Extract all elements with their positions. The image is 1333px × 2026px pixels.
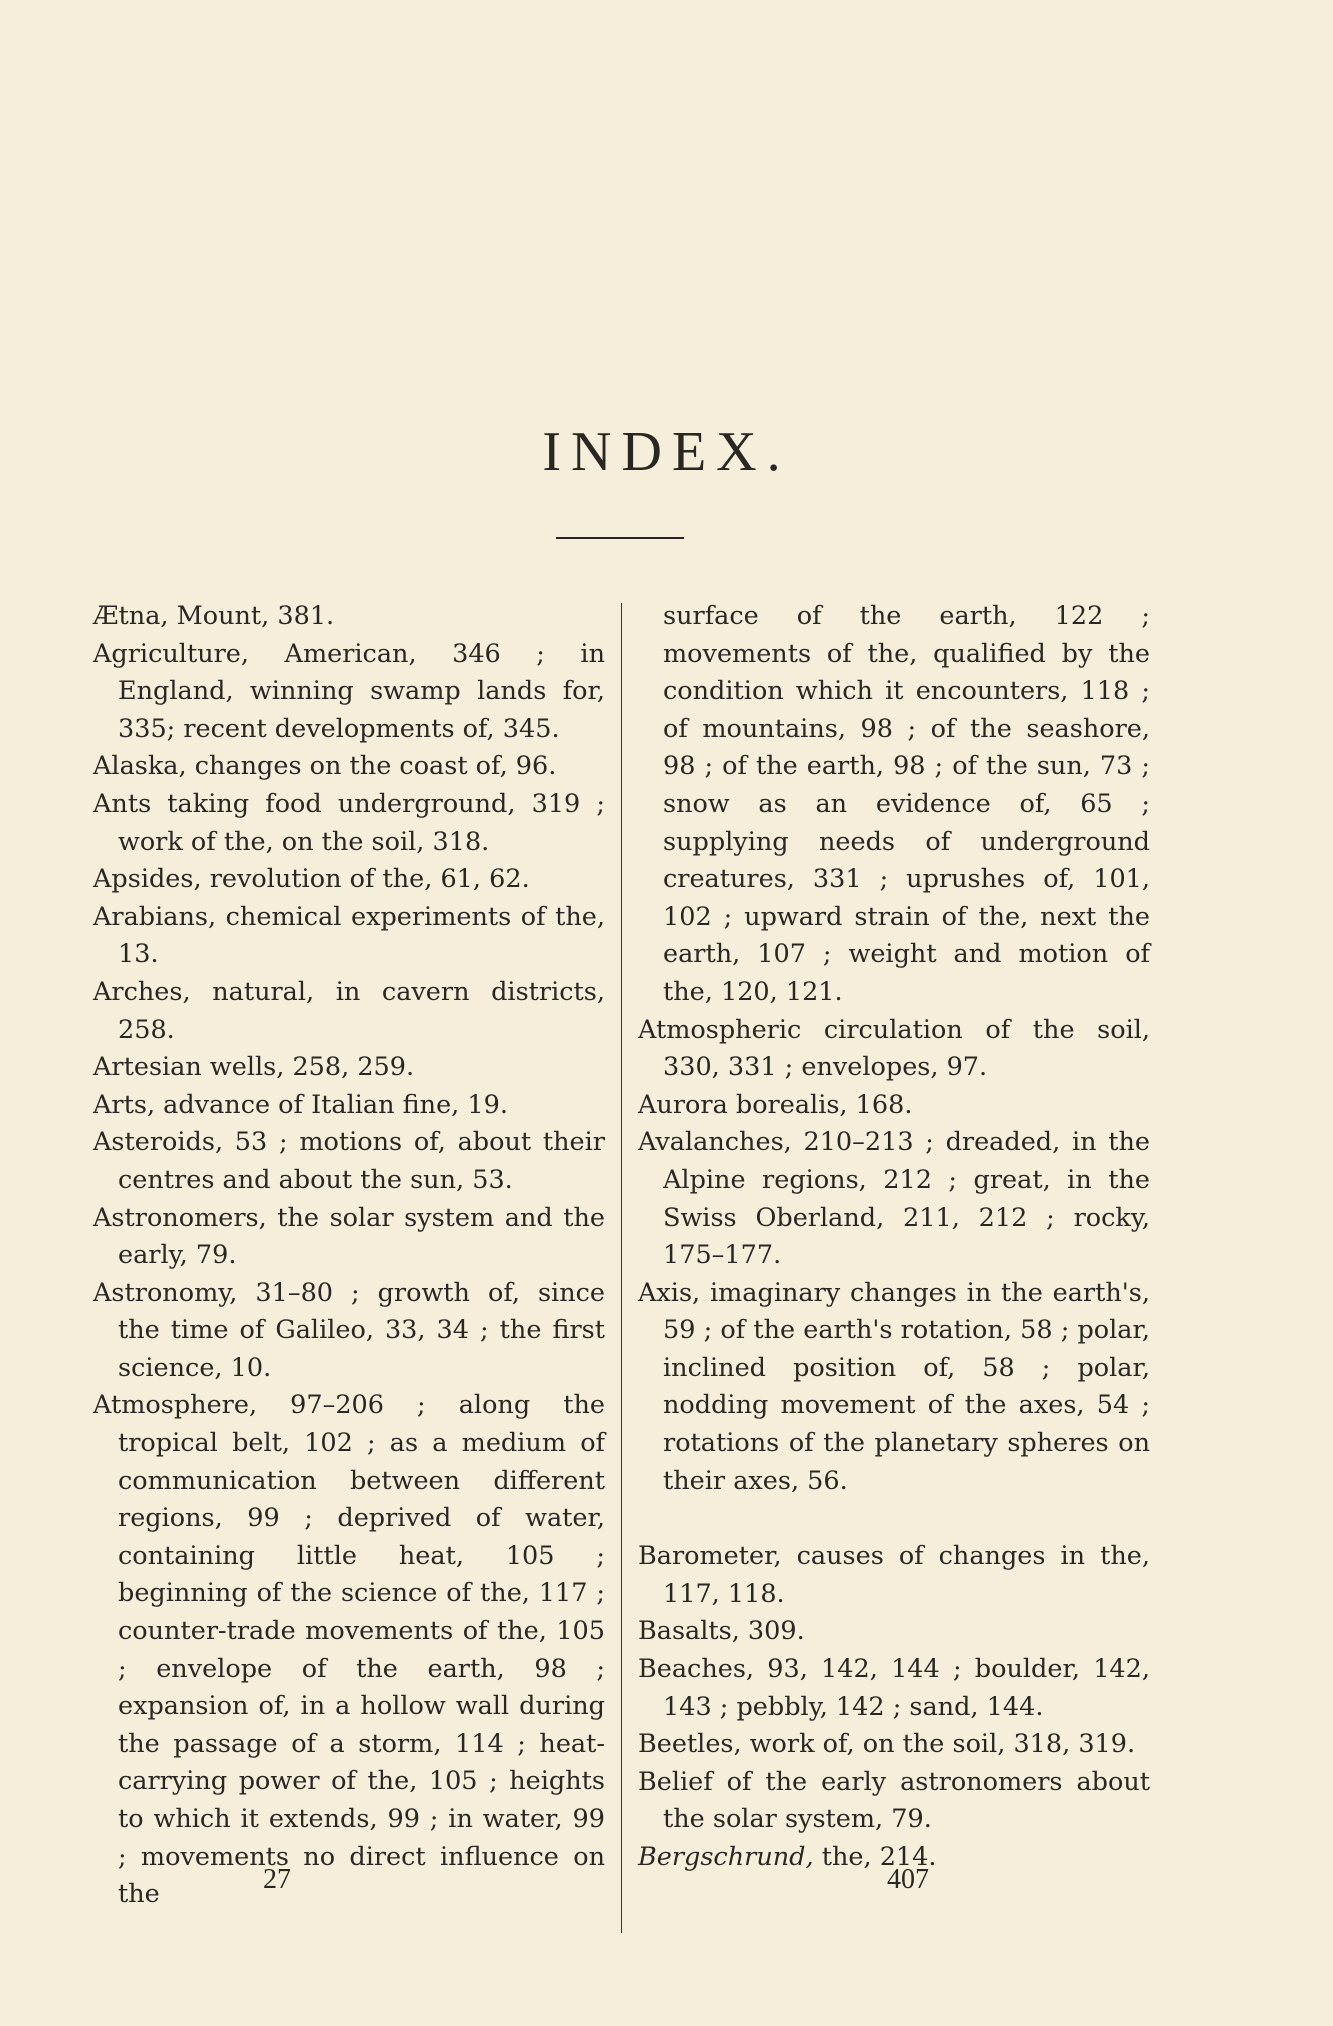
index-entry: Ætna, Mount, 381.	[93, 601, 335, 631]
page-title: INDEX.	[542, 421, 791, 483]
index-column-right	[638, 598, 1150, 1877]
index-headword: Bergschrund,	[638, 1842, 814, 1872]
index-entry: Axis, imaginary changes in the earth's, 59 ; of the earth's rotation, 58 ; polar, inclined position of, 58 ; polar, nodding movement of the axes, 54 ; rotations of the planetary spheres on their axes, 56.	[638, 1277, 1150, 1496]
index-entry: Aurora borealis, 168.	[638, 1089, 913, 1120]
index-entry: Beaches, 93, 142, 144 ; boulder, 142, 143 ; pebbly, 142 ; sand, 144.	[638, 1654, 1150, 1722]
index-entry: Basalts, 309.	[638, 1616, 805, 1647]
index-entry: Barometer, causes of changes in the, 117, 118.	[638, 1541, 1150, 1609]
index-entry: Arches, natural, in cavern districts, 258.	[93, 976, 605, 1045]
folio-left: 27	[263, 1864, 291, 1895]
index-entry: Astronomy, 31–80 ; growth of, since the time of Galileo, 33, 34 ; the first science, 10.	[93, 1277, 605, 1383]
index-entry: Ants taking food underground, 319 ; work of the, on the soil, 318.	[93, 788, 605, 857]
index-entry-rest: the, 214.	[813, 1842, 937, 1872]
index-entry: Apsides, revolution of the, 61, 62.	[93, 864, 530, 895]
index-entry: Atmosphere, 97–206 ; along the tropical belt, 102 ; as a medium of communication between different regions, 99 ; deprived of water, containing little heat, 105 ; beginning of the science of the, 117 ; counter-trade movements of the, 105 ; envelope of the earth, 98 ; expansion of, in a hollow wall during the passage of a storm, 114 ; heat-carrying power of the, 105 ; heights to which it extends, 99 ; in water, 99 ; movements no direct influence on the	[93, 1390, 605, 1910]
index-entry: Atmospheric circulation of the soil, 330, 331 ; envelopes, 97.	[638, 1014, 1150, 1083]
column-divider	[621, 603, 622, 1933]
letter-group-gap	[638, 1500, 1150, 1538]
index-entry: Artesian wells, 258, 259.	[93, 1052, 415, 1083]
index-entry: Alaska, changes on the coast of, 96.	[93, 751, 557, 782]
folio-right: 407	[887, 1864, 929, 1895]
index-entry: Astronomers, the solar system and the early, 79.	[93, 1202, 605, 1271]
index-entry: Beetles, work of, on the soil, 318, 319.	[638, 1729, 1136, 1760]
index-column-left	[93, 598, 605, 1914]
index-entry: Agriculture, American, 346 ; in England, winning swamp lands for, 335; recent developments of, 345.	[93, 638, 605, 744]
title-rule	[556, 537, 684, 539]
index-entry: Arts, advance of Italian fine, 19.	[93, 1089, 508, 1120]
index-entry: Arabians, chemical experiments of the, 13.	[93, 901, 605, 970]
index-entry: Avalanches, 210–213 ; dreaded, in the Alpine regions, 212 ; great, in the Swiss Oberland, 211, 212 ; rocky, 175–177.	[638, 1127, 1150, 1271]
index-entry-continuation: surface of the earth, 122 ; movements of the, qualified by the condition which it encounters, 118 ; of mountains, 98 ; of the seashore, 98 ; of the earth, 98 ; of the sun, 73 ; snow as an evidence of, 65 ; supplying needs of underground creatures, 331 ; uprushes of, 101, 102 ; upward strain of the, next the earth, 107 ; weight and motion of the, 120, 121.	[663, 601, 1150, 1007]
index-entry: Asteroids, 53 ; motions of, about their centres and about the sun, 53.	[93, 1127, 605, 1195]
index-entry: Belief of the early astronomers about the solar system, 79.	[638, 1766, 1150, 1835]
